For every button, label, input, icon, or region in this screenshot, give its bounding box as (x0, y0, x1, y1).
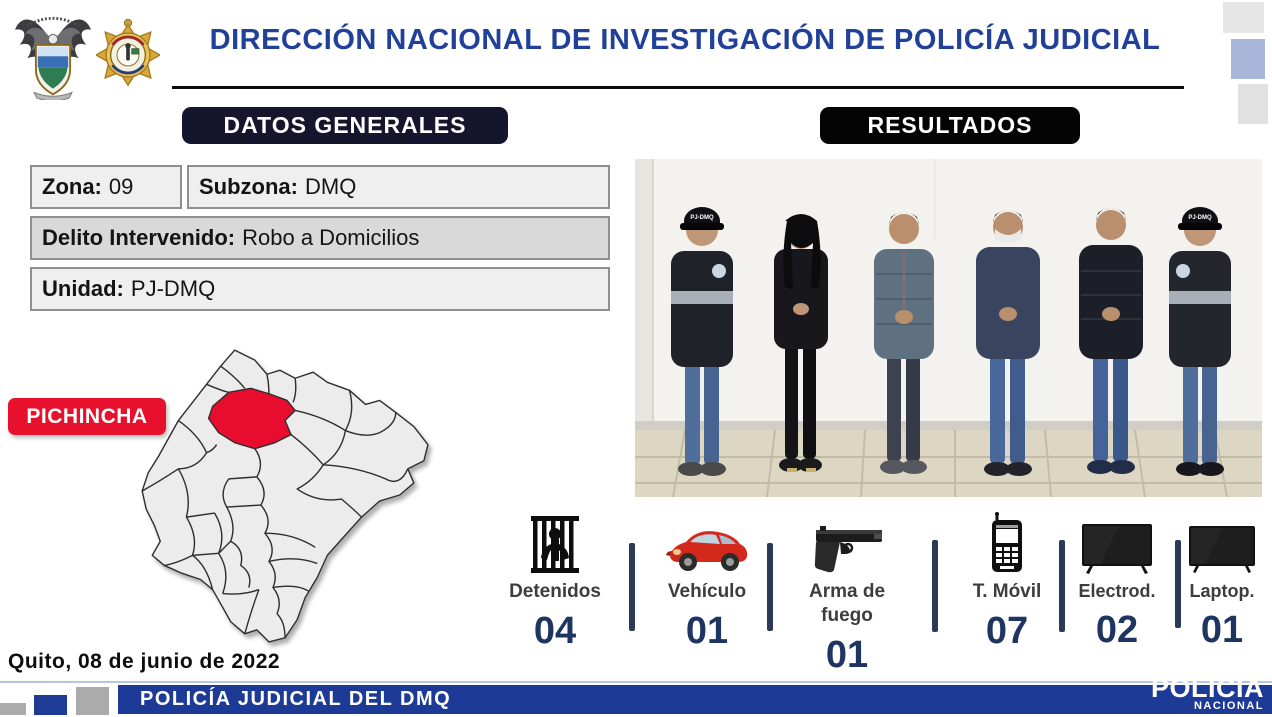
gun-icon (810, 510, 884, 574)
stat-arma (777, 510, 917, 674)
subzona-value: DMQ (305, 174, 357, 199)
unidad-value: PJ-DMQ (130, 276, 216, 301)
jail-icon (529, 510, 581, 574)
stat-label: Laptop. (1189, 581, 1255, 601)
stat-laptop (1152, 510, 1272, 649)
zona-value: 09 (108, 174, 134, 199)
zona-cell (30, 165, 182, 209)
evidence-photo (635, 159, 1262, 497)
table-row (30, 216, 610, 260)
brand-policia: POLICÍA (1150, 673, 1264, 703)
deco-square-gray-top (1223, 2, 1264, 33)
stat-label: Electrod. (1078, 581, 1156, 601)
stat-label: Arma de fuego (808, 581, 886, 626)
stat-vehiculo (637, 510, 777, 650)
footer-square-gray-1 (0, 703, 26, 715)
unidad-cell (30, 267, 610, 311)
unidad-label: Unidad: (42, 276, 124, 301)
car-icon (664, 510, 750, 574)
stat-value: 07 (985, 609, 1029, 652)
table-row (30, 267, 610, 311)
section-header-resultados: RESULTADOS (820, 107, 1080, 144)
footer-bar-text: POLICÍA JUDICIAL DEL DMQ (140, 688, 452, 710)
title-underline (172, 86, 1184, 89)
deco-square-blue (1231, 39, 1265, 79)
stat-value: 02 (1095, 608, 1139, 651)
stat-detenidos (485, 510, 625, 650)
stat-value: 01 (685, 609, 729, 652)
footer-hairline (0, 681, 1272, 683)
footer-bar (118, 685, 1272, 714)
section-header-datos-generales: DATOS GENERALES (182, 107, 508, 144)
stat-value: 04 (533, 609, 577, 652)
zona-label: Zona: (42, 174, 102, 199)
deco-square-gray-bottom (1238, 84, 1268, 124)
stat-divider (932, 540, 938, 632)
stat-label: Vehículo (667, 581, 747, 602)
delito-value: Robo a Domicilios (242, 225, 420, 250)
table-row (30, 165, 610, 209)
ecuador-province-map (116, 340, 440, 654)
stat-divider (1059, 540, 1065, 632)
date-line: Quito, 08 de junio de 2022 (8, 650, 281, 673)
stat-value: 01 (1200, 608, 1244, 651)
svg-text:PJ-DMQ: PJ-DMQ (690, 215, 714, 221)
stat-label: Detenidos (509, 581, 601, 602)
country-outline (142, 350, 428, 642)
delito-cell (30, 216, 610, 260)
police-crest-icon (10, 5, 96, 100)
stat-value: 01 (825, 633, 869, 676)
laptop-icon (1187, 510, 1257, 574)
stat-divider (629, 543, 635, 631)
stat-label: T. Móvil (972, 581, 1042, 602)
page-title: DIRECCIÓN NACIONAL DE INVESTIGACIÓN DE POLICÍA JUDICIAL (209, 24, 1161, 56)
brand-nacional: NACIONAL (1193, 700, 1264, 712)
province-tag: PICHINCHA (8, 398, 166, 435)
stat-divider (767, 543, 773, 631)
judicial-badge-icon (96, 15, 160, 95)
case-info-table (30, 165, 610, 318)
footer-square-gray-2 (76, 687, 109, 715)
svg-text:PJ-DMQ: PJ-DMQ (1188, 215, 1212, 221)
footer-square-blue (34, 695, 67, 715)
tv-icon (1080, 510, 1154, 574)
phone-icon (990, 510, 1024, 574)
policia-nacional-wordmark (1150, 673, 1264, 712)
delito-label: Delito Intervenido: (42, 225, 236, 250)
subzona-cell (187, 165, 610, 209)
subzona-label: Subzona: (199, 174, 298, 199)
stat-divider (1175, 540, 1181, 628)
